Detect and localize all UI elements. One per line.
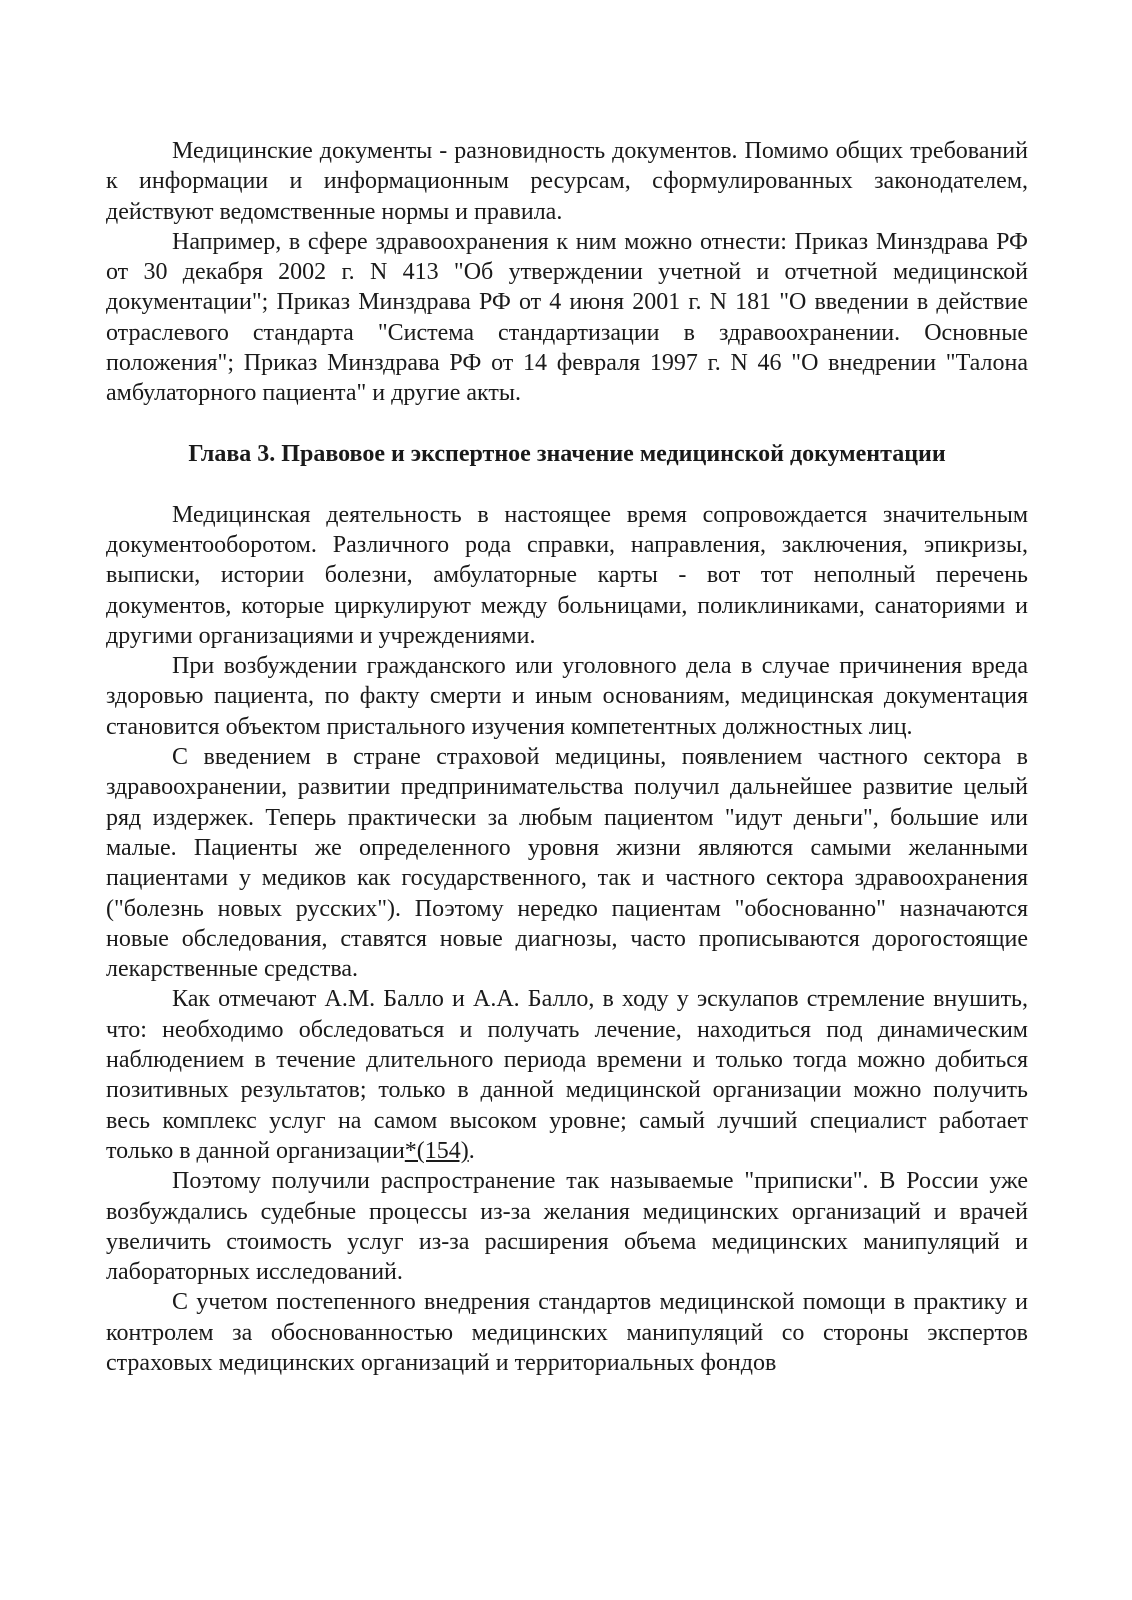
- paragraph-standards: С учетом постепенного внедрения стандартов медицинской помощи в практику и контролем за обоснованностью медицинских манипуляций со стороны экспертов страховых медицинских организаций и территориальных фондов: [106, 1289, 1028, 1376]
- footnote-link[interactable]: *(154): [404, 1137, 469, 1164]
- paragraph-document-flow: Медицинская деятельность в настоящее время сопровождается значительным документооборотом. Различного рода справки, направления, заключения, эпикризы, выписки, истории болезни, амбулаторные карты - вот тот неполный перечень документов, которые циркулируют между больницами, поликлиниками, санаториями и другими организациями и учреждениями.: [106, 501, 1028, 649]
- paragraph-ballo-quote: [106, 984, 1028, 1166]
- paragraph-pripiski: Поэтому получили распространение так называемые "приписки". В России уже возбуждались судебные процессы из-за желания медицинских организаций и врачей увеличить стоимость услуг из-за расширения объема медицинских манипуляций и лабораторных исследований.: [106, 1168, 1028, 1286]
- paragraph-ballo-tail: .: [468, 1137, 475, 1164]
- paragraph-med-docs: Медицинские документы - разновидность документов. Помимо общих требований к информации и информационным ресурсам, сформулированных законодателем, действуют ведомственные нормы и правила.: [106, 138, 1028, 225]
- document-page: [106, 136, 1028, 1378]
- paragraph-orders-list: Например, в сфере здравоохранения к ним можно отнести: Приказ Минздрава РФ от 30 декабря 2002 г. N 413 "Об утверждении учетной и отчетной медицинской документации"; Приказ Минздрава РФ от 4 июня 2001 г. N 181 "О введении в действие отраслевого стандарта "Система стандартизации в здравоохранении. Основные положения"; Приказ Минздрава РФ от 14 февраля 1997 г. N 46 "О внедрении "Талона амбулаторного пациента" и другие акты.: [106, 228, 1028, 407]
- paragraph-insurance-medicine: С введением в стране страховой медицины, появлением частного сектора в здравоохранении, развитии предпринимательства получил дальнейшее развитие целый ряд издержек. Теперь практически за любым пациентом "идут деньги", большие или малые. Пациенты же определенного уровня жизни являются самыми желанными пациентами у медиков как государственного, так и частного сектора здравоохранения ("болезнь новых русских"). Поэтому нередко пациентам "обоснованно" назначаются новые обследования, ставятся новые диагнозы, часто прописываются дорогостоящие лекарственные средства.: [106, 744, 1028, 983]
- paragraph-ballo-text: Как отмечают А.М. Балло и А.А. Балло, в ходу у эскулапов стремление внушить, что: необходимо обследоваться и получать лечение, находиться под динамическим наблюдением в течение длительного периода времени и только тогда можно добиться позитивных результатов; только в данной медицинской организации можно получить весь комплекс услуг на самом высоком уровне; самый лучший специалист работает только в данной организации: [106, 986, 1028, 1164]
- chapter-heading: Глава 3. Правовое и экспертное значение медицинской документации: [188, 440, 946, 467]
- paragraph-legal-case: При возбуждении гражданского или уголовного дела в случае причинения вреда здоровью пациента, по факту смерти и иным основаниям, медицинская документация становится объектом пристального изучения компетентных должностных лиц.: [106, 653, 1028, 740]
